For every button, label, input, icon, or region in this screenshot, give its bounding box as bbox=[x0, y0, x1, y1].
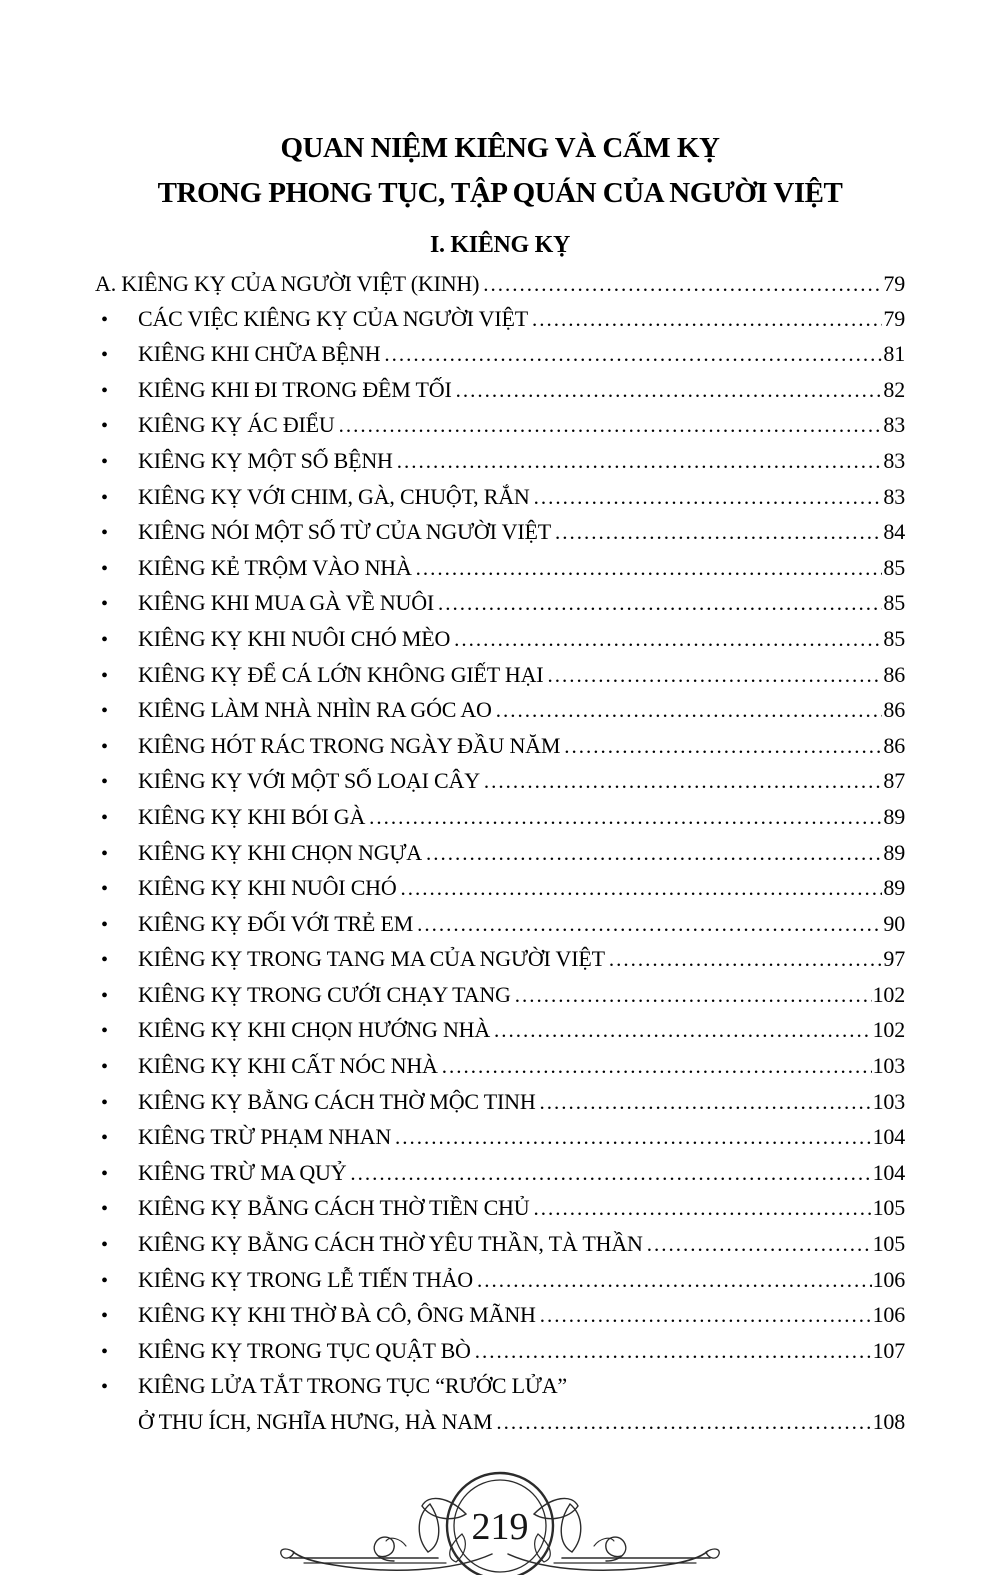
toc-entry bbox=[95, 515, 905, 551]
toc-entry-page: 79 bbox=[883, 305, 905, 331]
dotted-leader bbox=[547, 659, 882, 693]
toc-entry-page: 103 bbox=[872, 1053, 905, 1079]
toc-entry-label: KIÊNG KỴ KHI NUÔI CHÓ MÈO bbox=[138, 625, 451, 651]
toc-entry-label: KIÊNG KỴ KHI BÓI GÀ bbox=[138, 803, 366, 829]
dotted-leader bbox=[426, 837, 882, 871]
toc-entry-page: 108 bbox=[872, 1409, 905, 1434]
toc-entry-page: 97 bbox=[883, 946, 905, 972]
toc-entry-label: KIÊNG KỴ BẰNG CÁCH THỜ TIỀN CHỦ bbox=[138, 1195, 530, 1221]
toc-entry-label: KIÊNG KỴ KHI CHỌN NGỰA bbox=[138, 839, 422, 865]
dotted-leader bbox=[515, 979, 872, 1013]
dotted-leader bbox=[339, 409, 883, 443]
toc-entry-page: 86 bbox=[883, 697, 905, 723]
toc-entry-label: A. KIÊNG KỴ CỦA NGƯỜI VIỆT (KINH) bbox=[95, 271, 480, 296]
toc-entry-page: 83 bbox=[883, 447, 905, 473]
toc-entry-page: 86 bbox=[883, 732, 905, 758]
bullet-icon: • bbox=[101, 806, 108, 829]
dotted-leader bbox=[532, 303, 882, 337]
toc-entry-page: 90 bbox=[883, 910, 905, 936]
toc-entry-page: 79 bbox=[883, 271, 905, 296]
toc-entry-label: KIÊNG KỴ KHI CHỌN HƯỚNG NHÀ bbox=[138, 1017, 491, 1043]
bullet-icon: • bbox=[101, 984, 108, 1007]
toc-entry-label: KIÊNG KẺ TRỘM VÀO NHÀ bbox=[138, 554, 412, 580]
bullet-icon: • bbox=[101, 379, 108, 402]
bullet-icon: • bbox=[101, 344, 108, 367]
toc-entry-page: 89 bbox=[883, 839, 905, 865]
toc-entry bbox=[95, 1263, 905, 1299]
toc-entry-label: KIÊNG KỴ TRONG LỄ TIẾN THẢO bbox=[138, 1266, 473, 1292]
bullet-icon: • bbox=[101, 913, 108, 936]
toc-entry-page: 89 bbox=[883, 875, 905, 901]
toc-entry-label: KIÊNG LỬA TẮT TRONG TỤC “RƯỚC LỬA” bbox=[138, 1373, 567, 1399]
dotted-leader bbox=[442, 1050, 872, 1084]
dotted-leader bbox=[401, 872, 883, 906]
toc-entry bbox=[95, 1191, 905, 1227]
dotted-leader bbox=[564, 730, 882, 764]
toc-entry bbox=[95, 836, 905, 872]
bullet-icon: • bbox=[101, 308, 108, 331]
dotted-leader bbox=[496, 694, 883, 728]
page-title bbox=[95, 126, 905, 216]
dotted-leader bbox=[384, 338, 882, 372]
dotted-leader bbox=[533, 1192, 871, 1226]
dotted-leader bbox=[540, 1086, 872, 1120]
toc-entry bbox=[95, 693, 905, 729]
bullet-icon: • bbox=[101, 735, 108, 758]
toc-entry-page: 104 bbox=[872, 1159, 905, 1185]
toc-entry-label: KIÊNG KỴ ĐỐI VỚI TRẺ EM bbox=[138, 910, 414, 936]
toc-entry bbox=[95, 1298, 905, 1334]
bullet-icon: • bbox=[101, 1162, 108, 1185]
toc-entry-page: 105 bbox=[872, 1231, 905, 1257]
toc-entry bbox=[95, 373, 905, 409]
toc-list bbox=[95, 267, 905, 1440]
toc-entry-label: KIÊNG KHI MUA GÀ VỀ NUÔI bbox=[138, 590, 435, 616]
toc-entry bbox=[95, 1120, 905, 1156]
toc-entry-page: 104 bbox=[872, 1124, 905, 1150]
toc-entry-label: KIÊNG KỴ BẰNG CÁCH THỜ MỘC TINH bbox=[138, 1088, 536, 1114]
toc-entry-page: 102 bbox=[872, 1017, 905, 1043]
toc-entry-label: KIÊNG TRỪ MA QUỶ bbox=[138, 1159, 347, 1185]
toc-entry bbox=[95, 1405, 905, 1440]
bullet-icon: • bbox=[101, 1091, 108, 1114]
toc-entry-label: KIÊNG KỴ BẰNG CÁCH THỜ YÊU THẦN, TÀ THẦN bbox=[138, 1231, 643, 1257]
toc-entry-label: KIÊNG KHI CHỮA BỆNH bbox=[138, 341, 381, 367]
dotted-leader bbox=[438, 587, 882, 621]
footer-ornament bbox=[95, 1462, 905, 1575]
toc-entry bbox=[95, 907, 905, 943]
toc-entry bbox=[95, 942, 905, 978]
toc-entry-page: 105 bbox=[872, 1195, 905, 1221]
toc-entry-label: KIÊNG KỴ TRONG CƯỚI CHẠY TANG bbox=[138, 981, 511, 1007]
toc-entry bbox=[95, 337, 905, 373]
toc-entry bbox=[95, 622, 905, 658]
bullet-icon: • bbox=[101, 628, 108, 651]
dotted-leader bbox=[540, 1299, 872, 1333]
dotted-leader bbox=[496, 1406, 871, 1440]
toc-entry-page: 107 bbox=[872, 1337, 905, 1363]
toc-entry-label: KIÊNG KỴ KHI CẤT NÓC NHÀ bbox=[138, 1053, 438, 1079]
toc-entry-label: KIÊNG KỴ TRONG TANG MA CỦA NGƯỜI VIỆT bbox=[138, 946, 605, 972]
toc-entry-page: 81 bbox=[883, 341, 905, 367]
toc-entry bbox=[95, 444, 905, 480]
toc-entry bbox=[95, 871, 905, 907]
bullet-icon: • bbox=[101, 486, 108, 509]
toc-entry bbox=[95, 1369, 905, 1405]
toc-entry bbox=[95, 408, 905, 444]
bullet-icon: • bbox=[101, 522, 108, 545]
toc-entry-page: 85 bbox=[883, 625, 905, 651]
bullet-icon: • bbox=[101, 1269, 108, 1292]
dotted-leader bbox=[454, 623, 882, 657]
dotted-leader bbox=[477, 1264, 872, 1298]
dotted-leader bbox=[456, 374, 883, 408]
dotted-leader bbox=[395, 1121, 872, 1155]
dotted-leader bbox=[484, 765, 882, 799]
toc-entry-page: 87 bbox=[883, 768, 905, 794]
bullet-icon: • bbox=[101, 664, 108, 687]
bullet-icon: • bbox=[101, 1198, 108, 1221]
toc-entry-page: 103 bbox=[872, 1088, 905, 1114]
bullet-icon: • bbox=[101, 1305, 108, 1328]
toc-entry bbox=[95, 1156, 905, 1192]
page-number: 219 bbox=[471, 1505, 529, 1548]
toc-entry-label: KIÊNG LÀM NHÀ NHÌN RA GÓC AO bbox=[138, 697, 492, 723]
toc-entry bbox=[95, 1049, 905, 1085]
toc-entry-label: KIÊNG NÓI MỘT SỐ TỪ CỦA NGƯỜI VIỆT bbox=[138, 519, 551, 545]
bullet-icon: • bbox=[101, 1127, 108, 1150]
toc-entry-label: Ở THU ÍCH, NGHĨA HƯNG, HÀ NAM bbox=[138, 1409, 493, 1434]
bullet-icon: • bbox=[101, 949, 108, 972]
toc-entry-page: 82 bbox=[883, 376, 905, 402]
page-title-line2: TRONG PHONG TỤC, TẬP QUÁN CỦA NGƯỜI VIỆT bbox=[157, 177, 843, 209]
page-title-line1: QUAN NIỆM KIÊNG VÀ CẤM KỴ bbox=[280, 132, 720, 164]
toc-entry-label: KIÊNG HÓT RÁC TRONG NGÀY ĐẦU NĂM bbox=[138, 732, 561, 758]
toc-entry bbox=[95, 302, 905, 338]
toc-entry-label: KIÊNG KỴ VỚI MỘT SỐ LOẠI CÂY bbox=[138, 768, 480, 794]
bullet-icon: • bbox=[101, 1234, 108, 1257]
bullet-icon: • bbox=[101, 1340, 108, 1363]
toc-entry-label: KIÊNG KỴ KHI NUÔI CHÓ bbox=[138, 875, 397, 901]
toc-entry bbox=[95, 1334, 905, 1370]
dotted-leader bbox=[555, 516, 882, 550]
toc-entry bbox=[95, 978, 905, 1014]
toc-entry bbox=[95, 764, 905, 800]
bullet-icon: • bbox=[101, 700, 108, 723]
toc-entry-page: 102 bbox=[872, 981, 905, 1007]
toc-entry-page: 106 bbox=[872, 1302, 905, 1328]
toc-entry bbox=[95, 1227, 905, 1263]
bullet-icon: • bbox=[101, 1056, 108, 1079]
dotted-leader bbox=[350, 1157, 871, 1191]
bullet-icon: • bbox=[101, 557, 108, 580]
dotted-leader bbox=[647, 1228, 872, 1262]
toc-entry-label: KIÊNG KỴ ĐỂ CÁ LỚN KHÔNG GIẾT HẠI bbox=[138, 661, 544, 687]
bullet-icon: • bbox=[101, 1020, 108, 1043]
toc-entry-page: 89 bbox=[883, 803, 905, 829]
toc-entry bbox=[95, 800, 905, 836]
dotted-leader bbox=[397, 445, 883, 479]
toc-entry bbox=[95, 729, 905, 765]
toc-entry-page: 86 bbox=[883, 661, 905, 687]
dotted-leader bbox=[534, 481, 883, 515]
toc-entry-page: 85 bbox=[883, 590, 905, 616]
bullet-icon: • bbox=[101, 771, 108, 794]
section-heading: I. KIÊNG KỴ bbox=[429, 232, 571, 258]
bullet-icon: • bbox=[101, 450, 108, 473]
toc-entry-page: 83 bbox=[883, 412, 905, 438]
toc-entry-label: KIÊNG KỴ TRONG TỤC QUẬT BÒ bbox=[138, 1337, 471, 1363]
toc-entry bbox=[95, 1085, 905, 1121]
toc-entry bbox=[95, 586, 905, 622]
toc-entry-label: KIÊNG KỴ KHI THỜ BÀ CÔ, ÔNG MÃNH bbox=[138, 1302, 536, 1328]
toc-entry-page: 84 bbox=[883, 519, 905, 545]
dotted-leader bbox=[475, 1335, 872, 1369]
dotted-leader bbox=[483, 268, 882, 302]
toc-entry-label: KIÊNG KỴ VỚI CHIM, GÀ, CHUỘT, RẮN bbox=[138, 483, 530, 509]
dotted-leader bbox=[494, 1014, 872, 1048]
page-ornament-graphic bbox=[270, 1462, 730, 1575]
dotted-leader bbox=[416, 552, 883, 586]
toc-entry bbox=[95, 658, 905, 694]
bullet-icon: • bbox=[101, 1376, 108, 1399]
bullet-icon: • bbox=[101, 415, 108, 438]
bullet-icon: • bbox=[101, 842, 108, 865]
toc-entry-page: 83 bbox=[883, 483, 905, 509]
dotted-leader bbox=[417, 908, 882, 942]
toc-entry-label: KIÊNG KỴ ÁC ĐIỂU bbox=[138, 412, 335, 438]
toc-entry-label: KIÊNG KHI ĐI TRONG ĐÊM TỐI bbox=[138, 376, 452, 402]
toc-entry-page: 85 bbox=[883, 554, 905, 580]
toc-entry bbox=[95, 1013, 905, 1049]
dotted-leader bbox=[369, 801, 882, 835]
dotted-leader bbox=[609, 943, 883, 977]
bullet-icon: • bbox=[101, 593, 108, 616]
toc-entry-label: KIÊNG KỴ MỘT SỐ BỆNH bbox=[138, 447, 393, 473]
toc-entry bbox=[95, 267, 905, 302]
toc-entry-page: 106 bbox=[872, 1266, 905, 1292]
toc-entry bbox=[95, 480, 905, 516]
toc-entry-label: CÁC VIỆC KIÊNG KỴ CỦA NGƯỜI VIỆT bbox=[138, 305, 528, 331]
bullet-icon: • bbox=[101, 878, 108, 901]
toc-entry bbox=[95, 551, 905, 587]
toc-entry-label: KIÊNG TRỪ PHẠM NHAN bbox=[138, 1124, 392, 1150]
